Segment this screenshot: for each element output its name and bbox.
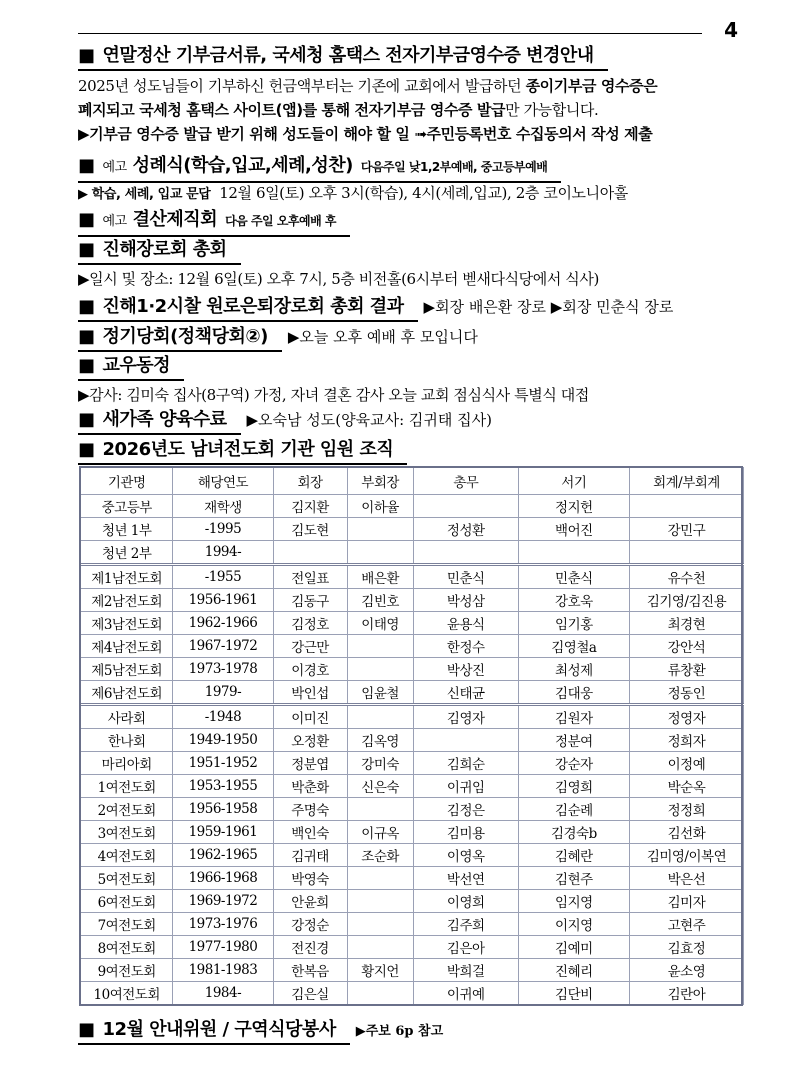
table-cell: 유수천 (629, 565, 743, 589)
table-cell: 김미영/이복연 (629, 844, 743, 867)
table-cell: 민춘식 (413, 565, 518, 589)
table-row (81, 518, 744, 541)
table-cell: 박성삼 (413, 589, 518, 612)
table-cell: 김기영/김진용 (629, 589, 743, 612)
table-cell: 고현주 (629, 913, 743, 936)
table-cell: 1949-1950 (173, 729, 273, 752)
table-cell: 강순자 (518, 752, 629, 775)
table-cell: 김순례 (518, 798, 629, 821)
table-cell: 이귀임 (413, 775, 518, 798)
table-cell: 이지영 (518, 913, 629, 936)
table-row (81, 612, 744, 635)
table-cell: 강안석 (629, 635, 743, 658)
table-cell: 김영철a (518, 635, 629, 658)
table-cell: 김은아 (413, 936, 518, 959)
table-cell: 사라회 (81, 705, 173, 729)
table-cell: 임기홍 (518, 612, 629, 635)
table-cell: 김동구 (273, 589, 347, 612)
table-cell (629, 495, 743, 518)
table-cell: 김희순 (413, 752, 518, 775)
square-bullet-icon: ■ (78, 1019, 95, 1040)
table-cell: 중고등부 (81, 495, 173, 518)
table-cell: 류창환 (629, 658, 743, 681)
table-cell: 김현주 (518, 867, 629, 890)
table-cell: 2여전도회 (81, 798, 173, 821)
newcomer-course-note: ▶오숙남 성도(양육교사: 김귀태 집사) (246, 411, 492, 429)
section-elders-assembly (78, 238, 241, 265)
col-header: 부회장 (347, 468, 413, 495)
table-cell: 8여전도회 (81, 936, 173, 959)
table-cell: 1951-1952 (173, 752, 273, 775)
table-cell (413, 541, 518, 565)
table-row (81, 775, 744, 798)
table-cell: 정영자 (629, 705, 743, 729)
table-cell: 1984- (173, 982, 273, 1005)
table-cell: 김귀태 (273, 844, 347, 867)
col-header: 서기 (518, 468, 629, 495)
table-cell: 민춘식 (518, 565, 629, 589)
table-cell: 마리아회 (81, 752, 173, 775)
table-row (81, 705, 744, 729)
table-cell: 김도현 (273, 518, 347, 541)
table-row (81, 890, 744, 913)
section-newcomer-course (78, 408, 492, 435)
table-cell: 이영옥 (413, 844, 518, 867)
table-cell: 박은선 (629, 867, 743, 890)
table-row (81, 681, 744, 705)
table-cell: 김대웅 (518, 681, 629, 705)
square-bullet-icon: ■ (78, 355, 95, 376)
table-cell (347, 635, 413, 658)
table-cell: 김빈호 (347, 589, 413, 612)
table-cell: 1981-1983 (173, 959, 273, 982)
table-cell: 박상진 (413, 658, 518, 681)
section-tax-receipt (78, 44, 608, 71)
section-officers-organization (78, 438, 407, 465)
table-cell: 안윤희 (273, 890, 347, 913)
table-cell: 제2남전도회 (81, 589, 173, 612)
table-cell: 강정순 (273, 913, 347, 936)
table-cell: 정분엽 (273, 752, 347, 775)
table-cell: 박인섭 (273, 681, 347, 705)
table-row (81, 798, 744, 821)
section-heading: ■ 진해1·2시찰 원로은퇴장로회 총회 결과 (78, 295, 418, 322)
table-cell: -1955 (173, 565, 273, 589)
table-cell: 한복음 (273, 959, 347, 982)
table-cell: 김선화 (629, 821, 743, 844)
table-cell (347, 982, 413, 1005)
table-cell: 정분여 (518, 729, 629, 752)
table-cell (413, 729, 518, 752)
table-cell: 1969-1972 (173, 890, 273, 913)
section-heading: ■ 진해장로회 총회 (78, 238, 241, 265)
section-retired-elders (78, 295, 673, 322)
table-cell: 김정호 (273, 612, 347, 635)
table-cell: 백어진 (518, 518, 629, 541)
section-ushers (78, 1018, 443, 1045)
table-cell: 박춘화 (273, 775, 347, 798)
table-row (81, 635, 744, 658)
table-cell: 임지영 (518, 890, 629, 913)
table-cell: 4여전도회 (81, 844, 173, 867)
table-cell: 청년 2부 (81, 541, 173, 565)
table-cell (347, 913, 413, 936)
table-cell: 1994- (173, 541, 273, 565)
table-cell: 이귀예 (413, 982, 518, 1005)
sacrament-line: ▶ 학습, 세례, 입교 문답 12월 6일(토) 오후 3시(학습), 4시(세례,입교), 2층 코이노니아홀 (78, 184, 628, 202)
table-row (81, 913, 744, 936)
col-header: 회장 (273, 468, 347, 495)
table-cell: 김효정 (629, 936, 743, 959)
table-cell: 3여전도회 (81, 821, 173, 844)
table-cell: 김단비 (518, 982, 629, 1005)
table-cell: 제4남전도회 (81, 635, 173, 658)
table-cell: 조순화 (347, 844, 413, 867)
section-heading: ■ 교우동정 (78, 354, 184, 381)
table-cell: 한정수 (413, 635, 518, 658)
col-header: 해당연도 (173, 468, 273, 495)
table-cell: 10여전도회 (81, 982, 173, 1005)
table-cell: 1973-1978 (173, 658, 273, 681)
table-cell: 정동인 (629, 681, 743, 705)
elders-assembly-line: ▶일시 및 장소: 12월 6일(토) 오후 7시, 5층 비전홀(6시부터 벧새다식당에서 식사) (78, 270, 599, 288)
section-sacraments (78, 154, 561, 183)
table-cell (347, 936, 413, 959)
table-row (81, 936, 744, 959)
section-heading: ■ 연말정산 기부금서류, 국세청 홈택스 전자기부금영수증 변경안내 (78, 44, 608, 71)
table-cell: 김미자 (629, 890, 743, 913)
table-cell (347, 658, 413, 681)
table-cell: 윤용식 (413, 612, 518, 635)
square-bullet-icon: ■ (78, 326, 95, 347)
table-cell: 김경숙b (518, 821, 629, 844)
table-cell: 강호욱 (518, 589, 629, 612)
table-cell: 6여전도회 (81, 890, 173, 913)
table-cell: 김예미 (518, 936, 629, 959)
table-row (81, 729, 744, 752)
table-cell: 강근만 (273, 635, 347, 658)
table-cell: 정정희 (629, 798, 743, 821)
table-cell (347, 798, 413, 821)
square-bullet-icon: ■ (78, 296, 95, 317)
table-cell: 1953-1955 (173, 775, 273, 798)
table-row (81, 867, 744, 890)
table-cell: 최성제 (518, 658, 629, 681)
table-cell: 이규옥 (347, 821, 413, 844)
table-cell: 정지헌 (518, 495, 629, 518)
table-row (81, 844, 744, 867)
table-cell: 1959-1961 (173, 821, 273, 844)
table-cell: 김옥영 (347, 729, 413, 752)
table-row (81, 821, 744, 844)
table-cell: 1962-1965 (173, 844, 273, 867)
square-bullet-icon: ■ (78, 239, 95, 260)
table-cell: 최경현 (629, 612, 743, 635)
ushers-note: ▶주보 6p 참고 (355, 1024, 444, 1039)
table-cell: 재학생 (173, 495, 273, 518)
table-cell (413, 495, 518, 518)
table-cell: 강민구 (629, 518, 743, 541)
table-cell: 9여전도회 (81, 959, 173, 982)
table-cell: 제6남전도회 (81, 681, 173, 705)
col-header: 기관명 (81, 468, 173, 495)
section-heading: ■ 예고 결산제직회 다음 주일 오후예배 후 (78, 208, 350, 237)
table-cell: 박순옥 (629, 775, 743, 798)
table-cell: 청년 1부 (81, 518, 173, 541)
square-bullet-icon: ■ (78, 409, 95, 430)
table-cell: 김미용 (413, 821, 518, 844)
table-header-row (81, 468, 744, 495)
table-cell: 박희걸 (413, 959, 518, 982)
table-cell: 이태영 (347, 612, 413, 635)
square-bullet-icon: ■ (78, 439, 95, 460)
table-cell: 1966-1968 (173, 867, 273, 890)
table-row (81, 541, 744, 565)
table-cell: 정성환 (413, 518, 518, 541)
table-cell: 김정은 (413, 798, 518, 821)
square-bullet-icon: ■ (78, 209, 95, 230)
table-row (81, 658, 744, 681)
retired-elders-result: ▶회장 배은환 장로 ▶회장 민춘식 장로 (423, 298, 674, 316)
table-cell: 김혜란 (518, 844, 629, 867)
tax-line-3: ▶기부금 영수증 발급 받기 위해 성도들이 해야 할 일 ➟주민등록번호 수집동의서 작성 제출 (78, 125, 653, 143)
tax-line-2: 폐지되고 국세청 홈택스 사이트(앱)를 통해 전자기부금 영수증 발급만 가능합니다. (78, 101, 599, 119)
tax-line-1: 2025년 성도님들이 기부하신 헌금액부터는 기존에 교회에서 발급하던 종이기부금 영수증은 (78, 77, 658, 95)
table-cell (347, 867, 413, 890)
table-cell: 박영숙 (273, 867, 347, 890)
table-cell (273, 541, 347, 565)
table-cell: 신태균 (413, 681, 518, 705)
table-cell (347, 541, 413, 565)
table-cell: 진혜리 (518, 959, 629, 982)
section-heading: ■ 예고 성례식(학습,입교,세례,성찬) 다음주일 낮1,2부예배, 중고등부예배 (78, 154, 561, 183)
table-cell: 오정환 (273, 729, 347, 752)
table-cell: 윤소영 (629, 959, 743, 982)
table-cell: 신은숙 (347, 775, 413, 798)
table-cell: 김은실 (273, 982, 347, 1005)
table-cell: 1956-1961 (173, 589, 273, 612)
table-cell (347, 890, 413, 913)
table-cell: 정희자 (629, 729, 743, 752)
table-cell: 한나회 (81, 729, 173, 752)
table-row (81, 982, 744, 1005)
section-year-end-meeting (78, 208, 350, 237)
table-cell (629, 541, 743, 565)
table-cell: 제5남전도회 (81, 658, 173, 681)
table-row (81, 959, 744, 982)
table-cell: 이하율 (347, 495, 413, 518)
table-cell: 김영자 (413, 705, 518, 729)
table-cell: 전진경 (273, 936, 347, 959)
table-cell: -1948 (173, 705, 273, 729)
table-cell: 이경호 (273, 658, 347, 681)
table-cell: 전일표 (273, 565, 347, 589)
member-news-line: ▶감사: 김미숙 집사(8구역) 가정, 자녀 결혼 감사 오늘 교회 점심식사 특별식 대접 (78, 386, 589, 404)
table-cell: 임윤철 (347, 681, 413, 705)
table-cell: -1995 (173, 518, 273, 541)
table-cell: 1956-1958 (173, 798, 273, 821)
table-cell: 1967-1972 (173, 635, 273, 658)
table-cell: 제3남전도회 (81, 612, 173, 635)
section-heading: ■ 12월 안내위원 / 구역식당봉사 (78, 1018, 350, 1045)
table-row (81, 589, 744, 612)
section-session-meeting (78, 325, 478, 352)
table-cell: 박선연 (413, 867, 518, 890)
col-header: 총무 (413, 468, 518, 495)
table-cell: 이영희 (413, 890, 518, 913)
table-cell: 1962-1966 (173, 612, 273, 635)
top-rule (78, 33, 702, 34)
table-row (81, 495, 744, 518)
table-cell: 김지환 (273, 495, 347, 518)
table-cell (347, 705, 413, 729)
table-cell: 1여전도회 (81, 775, 173, 798)
table-cell: 1977-1980 (173, 936, 273, 959)
col-header: 회계/부회계 (629, 468, 743, 495)
table-cell: 1979- (173, 681, 273, 705)
table-cell (518, 541, 629, 565)
table-cell: 1973-1976 (173, 913, 273, 936)
table-cell: 배은환 (347, 565, 413, 589)
section-heading: ■ 2026년도 남녀전도회 기관 임원 조직 (78, 438, 407, 465)
table-cell: 김영희 (518, 775, 629, 798)
table-cell: 5여전도회 (81, 867, 173, 890)
table-cell: 김주희 (413, 913, 518, 936)
section-heading: ■ 정기당회(정책당회②) (78, 325, 282, 352)
table-cell: 백인숙 (273, 821, 347, 844)
session-meeting-note: ▶오늘 오후 예배 후 모입니다 (287, 328, 478, 346)
officers-table (80, 467, 744, 1005)
page-number: 4 (724, 18, 738, 42)
table-cell: 김란아 (629, 982, 743, 1005)
table-cell: 황지언 (347, 959, 413, 982)
square-bullet-icon: ■ (78, 155, 95, 176)
table-cell: 제1남전도회 (81, 565, 173, 589)
square-bullet-icon: ■ (78, 45, 95, 66)
table-cell: 강미숙 (347, 752, 413, 775)
table-cell: 김원자 (518, 705, 629, 729)
table-cell: 주명숙 (273, 798, 347, 821)
table-cell: 7여전도회 (81, 913, 173, 936)
table-cell (347, 518, 413, 541)
table-cell: 이정예 (629, 752, 743, 775)
table-cell: 이미진 (273, 705, 347, 729)
section-member-news (78, 354, 184, 381)
section-heading: ■ 새가족 양육수료 (78, 408, 241, 435)
table-row (81, 752, 744, 775)
table-row (81, 565, 744, 589)
